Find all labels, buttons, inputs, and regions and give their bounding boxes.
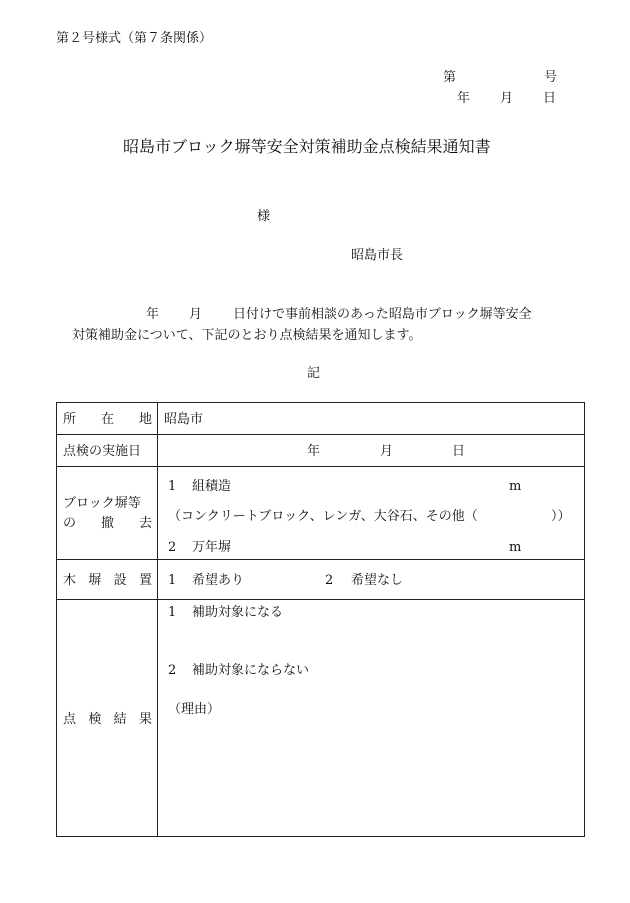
wood-fence-label: 木 塀 設 置: [63, 573, 152, 588]
removal-label-line1: ブロック塀等: [63, 496, 141, 511]
result-reason-label: （理由）: [168, 702, 221, 717]
removal-item2-label: 万年塀: [192, 540, 232, 555]
wood-fence-opt2-number: 2: [325, 573, 334, 588]
result-opt1: 補助対象になる: [192, 605, 284, 620]
result-opt1-number: 1: [168, 605, 177, 620]
result-opt2: 補助対象にならない: [192, 663, 310, 678]
row-location: [57, 403, 584, 435]
inspection-table: [56, 402, 585, 837]
form-number: 第２号様式（第７条関係）: [56, 31, 213, 46]
issuer: 昭島市長: [351, 248, 404, 263]
inspection-month: 月: [380, 444, 394, 459]
inspection-date-label: 点検の実施日: [63, 444, 142, 459]
location-value: 昭島市: [164, 412, 204, 427]
wood-fence-opt2: 希望なし: [351, 573, 404, 588]
recipient-suffix: 様: [257, 209, 271, 224]
inspection-result-label: 点 検 結 果: [63, 712, 152, 727]
removal-item1-unit: m: [509, 479, 522, 494]
result-opt2-number: 2: [168, 663, 177, 678]
removal-item1-number: 1: [168, 479, 177, 494]
row-inspection-result: [57, 600, 584, 836]
date-year: 年: [457, 91, 471, 106]
inspection-day: 日: [452, 444, 466, 459]
row-wood-fence: [57, 560, 584, 600]
body-year: 年: [146, 307, 160, 322]
wood-fence-opt1-number: 1: [168, 573, 177, 588]
date-day: 日: [543, 91, 557, 106]
removal-item2-number: 2: [168, 540, 177, 555]
body-line1: 日付けで事前相談のあった昭島市ブロック塀等安全: [233, 307, 532, 322]
row-inspection-date: [57, 435, 584, 467]
row-removal: [57, 467, 584, 560]
doc-number-go: 号: [544, 70, 558, 85]
removal-label-line2: の 撤 去: [63, 516, 152, 531]
removal-item1-detail: （コンクリートブロック、レンガ、大谷石、その他（: [168, 509, 478, 524]
body-month: 月: [189, 307, 203, 322]
location-label: 所 在 地: [63, 412, 152, 427]
doc-number-dai: 第: [443, 70, 457, 85]
removal-item1-label: 組積造: [192, 479, 232, 494]
wood-fence-opt1: 希望あり: [192, 573, 245, 588]
date-month: 月: [500, 91, 514, 106]
removal-item2-unit: m: [509, 540, 522, 555]
inspection-year: 年: [307, 444, 321, 459]
removal-item1-detail-close: ））: [551, 509, 571, 524]
document-title: 昭島市ブロック塀等安全対策補助金点検結果通知書: [123, 137, 491, 156]
ki-heading: 記: [307, 366, 321, 381]
body-line2: 対策補助金について、下記のとおり点検結果を通知します。: [72, 328, 422, 343]
